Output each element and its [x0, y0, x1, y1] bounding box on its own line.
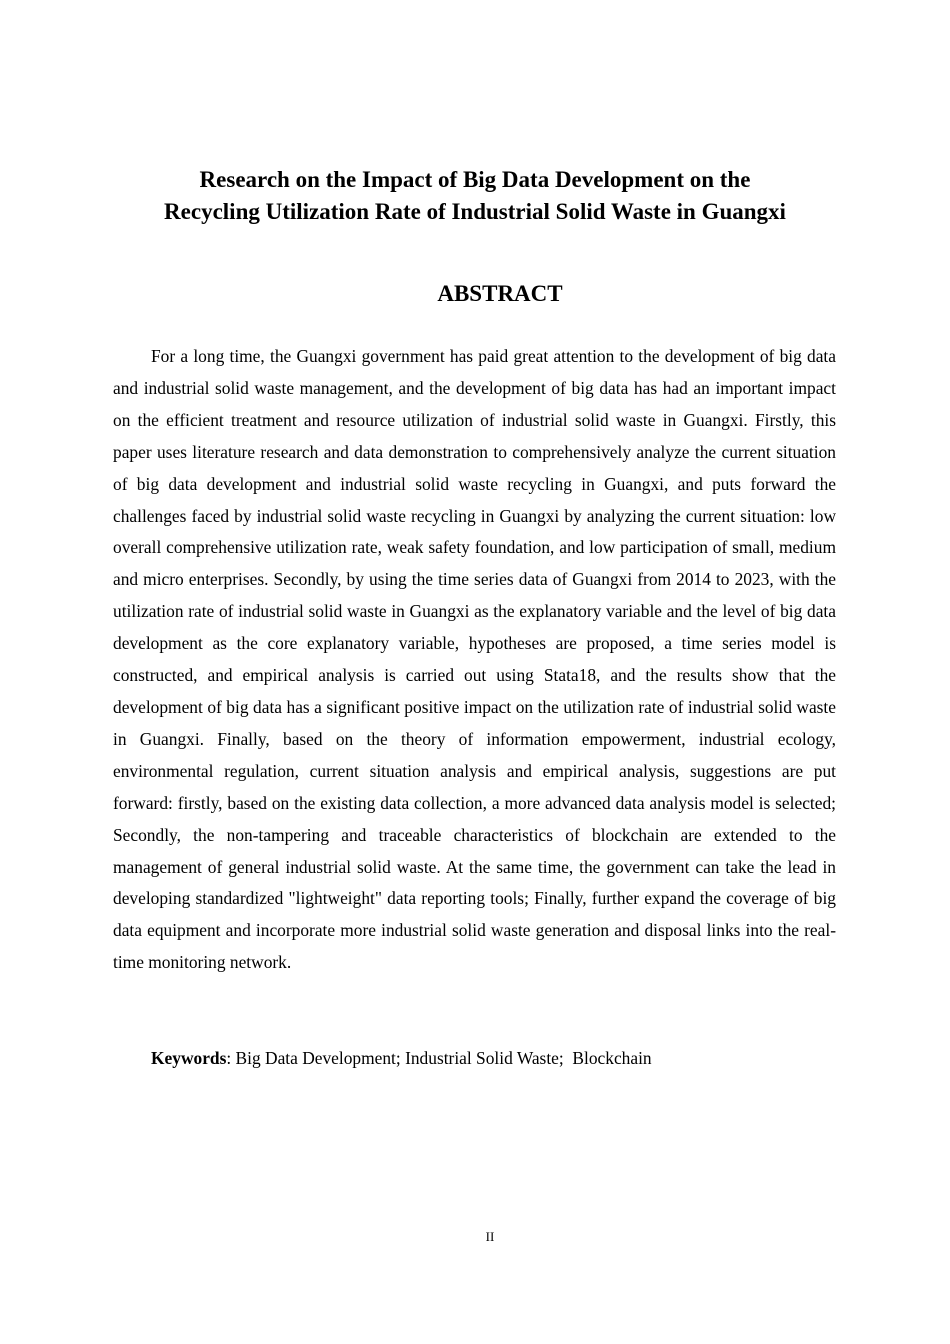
- paper-title-line-2: Recycling Utilization Rate of Industrial Solid Waste in Guangxi: [164, 199, 786, 224]
- abstract-body: For a long time, the Guangxi government has paid great attention to the development of big data and industrial solid waste management, and the development of big data has had an important impact on the efficient treatment and resource utilization of industrial solid waste in Guangxi. Firstly, this paper uses literature research and data demonstration to comprehensively analyze the current situation of big data development and industrial solid waste recycling in Guangxi, and puts forward the challenges faced by industrial solid waste recycling in Guangxi by analyzing the current situation: low overall comprehensive utilization rate, weak safety foundation, and low participation of small, medium and micro enterprises. Secondly, by using the time series data of Guangxi from 2014 to 2023, with the utilization rate of industrial solid waste in Guangxi as the explanatory variable and the level of big data development as the core explanatory variable, hypotheses are proposed, a time series model is constructed, and empirical analysis is carried out using Stata18, and the results show that the development of big data has a significant positive impact on the utilization rate of industrial solid waste in Guangxi. Finally, based on the theory of information empowerment, industrial ecology, environmental regulation, current situation analysis and empirical analysis, suggestions are put forward: firstly, based on the existing data collection, a more advanced data analysis model is selected; Secondly, the non-tampering and traceable characteristics of blockchain are extended to the management of general industrial solid waste. At the same time, the government can take the lead in developing standardized "lightweight" data reporting tools; Finally, further expand the coverage of big data equipment and incorporate more industrial solid waste generation and disposal links into the real-time monitoring network.: [113, 346, 836, 973]
- keywords-label: Keywords: [151, 1048, 227, 1068]
- abstract-heading: ABSTRACT: [437, 281, 563, 306]
- paper-title: [100, 164, 850, 228]
- keywords-separator: :: [226, 1048, 236, 1068]
- keywords-line: [151, 1043, 652, 1075]
- paper-title-line-1: Research on the Impact of Big Data Development on the: [199, 167, 751, 192]
- page-number: II: [485, 1229, 495, 1244]
- keywords-text: Big Data Development; Industrial Solid Waste; Blockchain: [235, 1048, 652, 1068]
